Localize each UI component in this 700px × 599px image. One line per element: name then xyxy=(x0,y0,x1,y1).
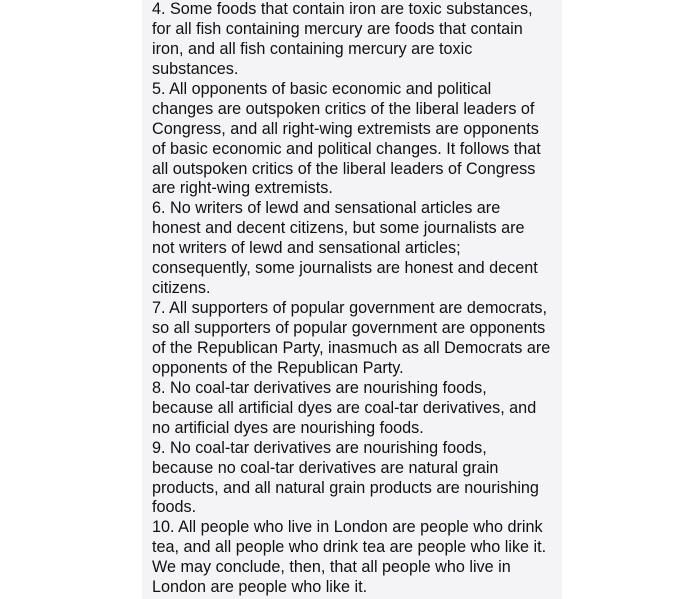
text-line: for all fish containing mercury are foods that contain xyxy=(152,19,523,38)
text-line: of the Republican Party, inasmuch as all Democrats are xyxy=(152,338,551,357)
text-line: changes are outspoken critics of the liberal leaders of xyxy=(152,99,535,118)
text-line: 6. No writers of lewd and sensational articles are xyxy=(152,199,501,218)
text-line: We may conclude, then, that all people who live in xyxy=(152,558,511,577)
text-line: substances. xyxy=(152,59,239,78)
text-line: all outspoken critics of the liberal leaders of Congress xyxy=(152,159,536,178)
text-line: 10. All people who live in London are people who drink xyxy=(152,518,543,537)
text-line: honest and decent citizens, but some journalists are xyxy=(152,219,525,238)
text-line: 7. All supporters of popular government are democrats, xyxy=(152,299,548,318)
text-line: Congress, and all right-wing extremists are opponents xyxy=(152,119,539,138)
text-line: because no coal-tar derivatives are natural grain xyxy=(152,458,499,477)
text-line: no artificial dyes are nourishing foods. xyxy=(152,418,424,437)
text-line: of basic economic and political changes. It follows that xyxy=(152,139,541,158)
text-line: 8. No coal-tar derivatives are nourishing foods, xyxy=(152,378,487,397)
text-line: 9. No coal-tar derivatives are nourishing foods, xyxy=(152,438,487,457)
text-line: not writers of lewd and sensational articles; xyxy=(152,239,461,258)
text-line: foods. xyxy=(152,498,197,517)
text-line: consequently, some journalists are honest and decent xyxy=(152,259,538,278)
text-line: so all supporters of popular government are opponents xyxy=(152,319,546,337)
text-line: products, and all natural grain products are nourishing xyxy=(152,478,539,497)
exercise-text xyxy=(152,0,562,598)
text-line: citizens. xyxy=(152,279,211,298)
text-line: are right-wing extremists. xyxy=(152,179,333,198)
text-line: London are people who like it. xyxy=(152,578,368,597)
text-line: opponents of the Republican Party. xyxy=(152,358,404,377)
text-line: 4. Some foods that contain iron are toxic substances, xyxy=(152,0,533,18)
text-line: tea, and all people who drink tea are people who like it. xyxy=(152,538,547,557)
text-line: because all artificial dyes are coal-tar derivatives, and xyxy=(152,398,537,417)
text-line: 5. All opponents of basic economic and political xyxy=(152,79,492,98)
text-line: iron, and all fish containing mercury are toxic xyxy=(152,39,473,58)
